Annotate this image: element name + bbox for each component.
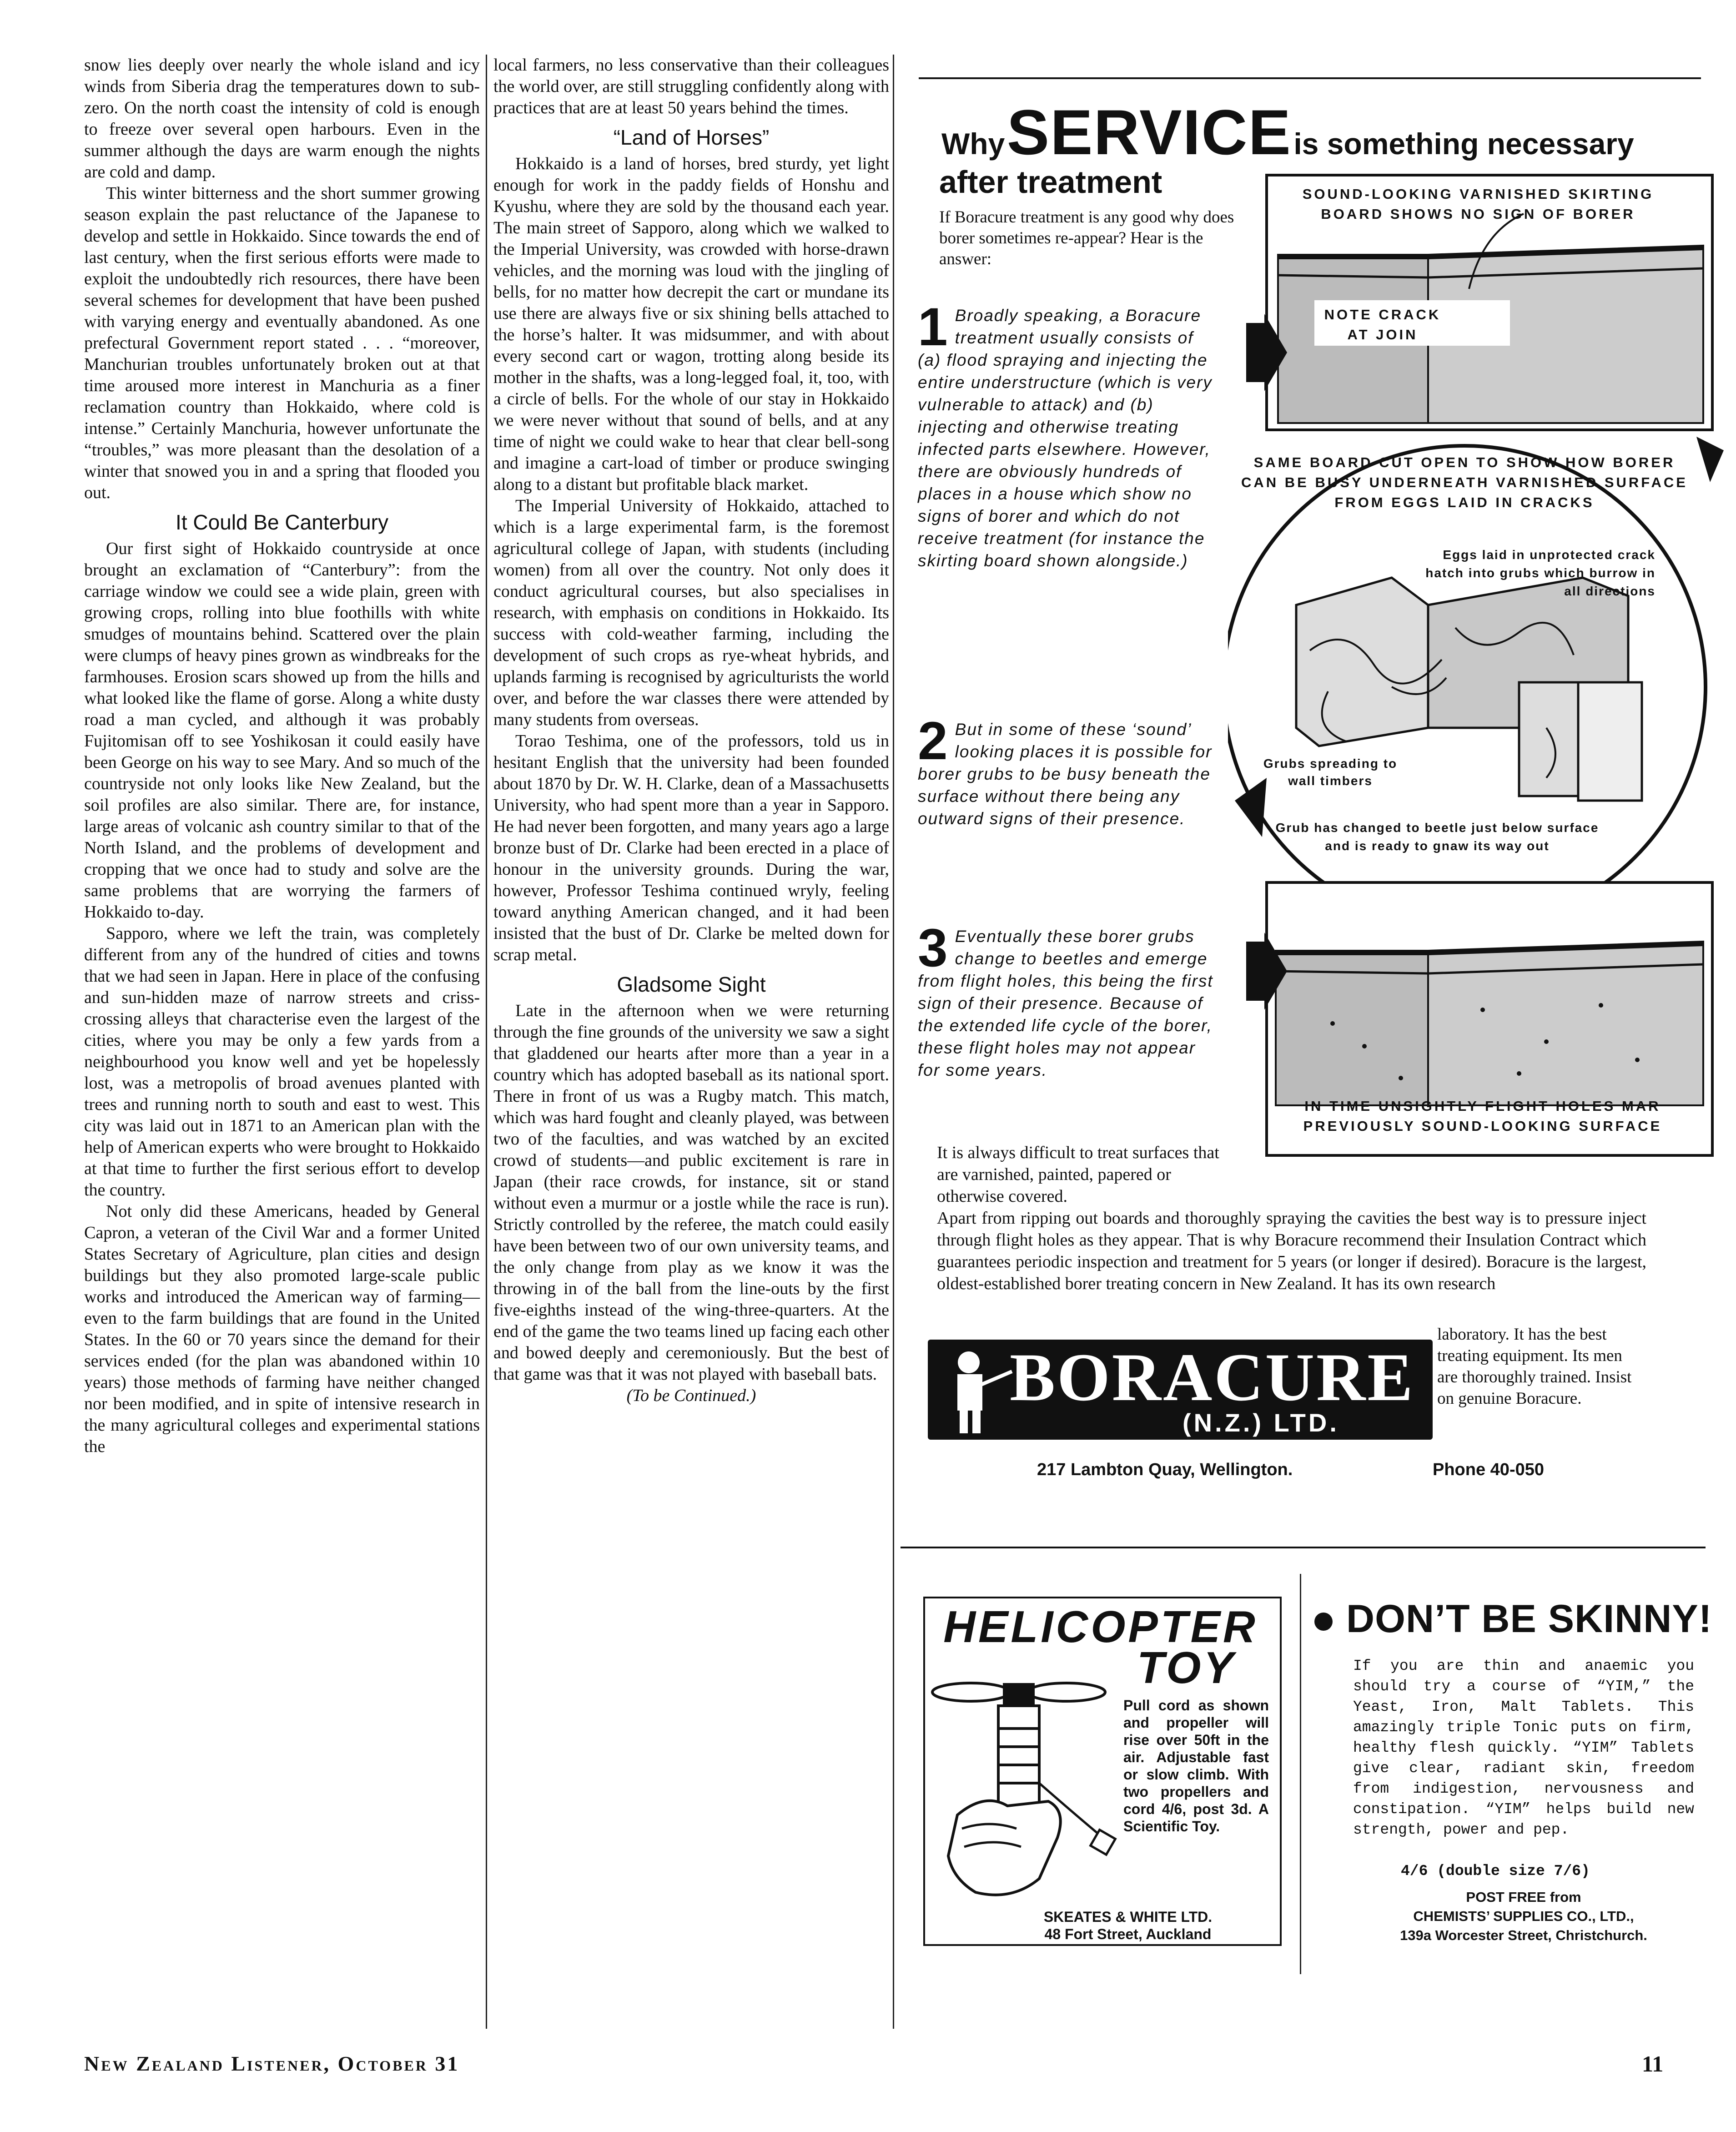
step-3 <box>918 918 1218 1082</box>
paragraph: The Imperial University of Hokkaido, attached to which is a large experimental farm, is the foremost agricultural college of Japan, with students (including women) from all over the country. Not only does it conduct agricultural courses, but also specialises in research, with emphasis on conditions in Hokkaido. Its success with cold-weather farming, including the development of such crops as rye-wheat hybrids, and uplands farming is recognised by agriculturists the world over, and before the war classes there were attended by many students from overseas. <box>493 496 889 729</box>
paragraph: snow lies deeply over nearly the whole island and icy winds from Siberia drag the temperatures down to sub-zero. On the north coast the intensity of cold is enough to freeze over several open harbours. Even in the summer although the days are warm enough the nights are cold and damp. <box>84 55 480 181</box>
step-number: 2 <box>918 711 949 771</box>
boracure-side-text: laboratory. It has the best treating equipment. Its men are thoroughly trained. Insist on genuine Boracure. <box>1437 1325 1632 1408</box>
skinny-title: DON’T BE SKINNY! <box>1346 1597 1712 1641</box>
helicopter-maker <box>991 1908 1264 1943</box>
caption-panel-1: SOUND-LOOKING VARNISHED SKIRTING BOARD SHOWS NO SIGN OF BORER <box>1302 186 1654 222</box>
helicopter-text: Pull cord as shown and propeller will rise over 50ft in the air. Adjustable fast or slow climb. With two propellers and cord 4/6, post 3d. A Scientific Toy. <box>1123 1697 1269 1835</box>
step-number: 1 <box>918 297 949 357</box>
continued-note: (To be Continued.) <box>626 1386 756 1405</box>
supplier: CHEMISTS’ SUPPLIES CO., LTD., <box>1413 1908 1634 1924</box>
step-1 <box>918 297 1218 572</box>
boracure-address: 217 Lambton Quay, Wellington. <box>1037 1460 1293 1479</box>
caption-panel-3: IN TIME UNSIGHTLY FLIGHT HOLES MAR PREVIOUSLY SOUND-LOOKING SURFACE <box>1303 1098 1662 1134</box>
step-number: 3 <box>918 918 949 978</box>
step-2 <box>918 711 1218 830</box>
boracure-logo <box>928 1340 1433 1440</box>
body-narrow: It is always difficult to treat surfaces that are varnished, painted, papered or otherwise covered. <box>937 1143 1219 1206</box>
grub-beetle-note: Grub has changed to beetle just below surface and is ready to gnaw its way out <box>1275 821 1599 853</box>
helicopter-title-toy: TOY <box>1137 1643 1236 1693</box>
column-rule <box>486 55 487 2029</box>
ad-column-rule <box>1300 1574 1301 1974</box>
subheading: “Land of Horses” <box>613 126 770 149</box>
ad-top-rule <box>919 77 1701 79</box>
grubs-note: Grubs spreading to wall timbers <box>1263 756 1398 788</box>
logo-sub: (N.Z.) LTD. <box>1182 1408 1339 1437</box>
borer-illustration <box>1228 168 1724 1169</box>
boracure-body <box>937 1142 1646 1295</box>
paragraph: This winter bitterness and the short summer growing season explain the past reluctance of the Japanese to develop and settle in Hokkaido. Since towards the end of last century, when the first serious efforts were made to exploit the undoubtedly rich resources, there have been several schemes for development that have been pushed with varying energy and eventually abandoned. As one prefectural Government report stated . . . “moreover, Manchurian troubles unfortunately broken out at that time aroused more interest in Manchuria as a finer reclamation country than Hokkaido, where cold is intense.” Certainly Manchuria, however unfortunate the “troubles,” was more pleasant than the desolation of a winter that snowed you in and a spring that flooded you out. <box>84 184 480 502</box>
boracure-intro: If Boracure treatment is any good why does borer sometimes re-appear? Hear is the answer: <box>939 208 1234 268</box>
headline-service: SERVICE <box>1006 96 1292 168</box>
step-text: Broadly speaking, a Boracure treatment usually consists of (a) flood spraying and injecting the entire understructure (which is very vulnerable to attack) and (b) injecting and otherwise treating infected parts elsewhere. However, there are obviously hundreds of places in a house which show no signs of borer and which do not receive treatment (for instance the skirting board shown alongside.) <box>918 306 1213 570</box>
article-column-2 <box>493 55 889 1406</box>
column-rule <box>893 55 894 2029</box>
maker-address: 48 Fort Street, Auckland <box>1044 1926 1212 1942</box>
paragraph: Torao Teshima, one of the professors, told us in hesitant English that the university had been founded about 1870 by Dr. W. H. Clarke, dean of a Massachusetts University, who had spent more than a year in Sapporo. He had never been forgotten, and many years ago a large bronze bust of Dr. Clarke had been erected in a place of honour in the university grounds. During the war, however, Professor Teshima continued wryly, feeling toward anything American changed, and it had been insisted that the bust of Dr. Clarke be melted down for scrap metal. <box>493 731 889 964</box>
paragraph: Late in the afternoon when we were returning through the fine grounds of the university we saw a sight that gladdened our hearts after more than a year in a country which has adopted baseball as its national sport. There in front of us was a Rugby match. This match, which was hard fought and cleanly played, was between two of the faculties, and was watched by an excited crowd of students—and public excitement is rare in Japan (their race crowds, for instance, sit or stand without even a murmur or a jostle while the race is run). Strictly controlled by the referee, the match could easily have been between two of our own university teams, and the only change from play as we know it was the throwing in of the ball from the line-outs by the first five-eighths instead of the wing-three-quarters. At the end of the game the two teams lined up facing each other and bowed deeply and ceremoniously. But the best of that game was that it was not played with baseball bats. <box>493 1001 889 1384</box>
maker-name: SKEATES & WHITE LTD. <box>1043 1909 1213 1925</box>
bullet-dot-icon <box>1314 1613 1333 1631</box>
paragraph: Our first sight of Hokkaido countryside at once brought an exclamation of “Canterbury”: from the carriage window we could see a wide plain, green with growing crops, rolling into blue foothills with white smudges of mountains behind. Scattered over the plain were clumps of heavy pines grown as windbreaks for the farmhouses. Erosion scars showed up from the hills and what looked like the flame of gorse. Along a white dusty road a man cycled, and although it was probably Fujitomisan off to see Yoshikosan it could easily have been George on his way to see Mary. And so much of the countryside not only looks like New Zealand, but the soil profiles are also similar. There are, for instance, large areas of volcanic ash country similar to that of the North Island, and the problems of development and cropping that we once had to study and solve are the same problems that are worrying the farmers of Hokkaido to-day. <box>84 539 480 922</box>
paragraph: Not only did these Americans, headed by General Capron, a veteran of the Civil War and a former United States Secretary of Agriculture, plan cities and design buildings but they also promoted large-scale public works and introduced the American way of farming—even to the farm buildings that are found in the United States. In the 60 or 70 years since the demand for their services ended (for the plan was abandoned within 10 years) those methods of farming have neither changed nor been modified, and in spite of intensive research in the many agricultural colleges and experimental stations the <box>84 1202 480 1456</box>
skinny-body: If you are thin and anaemic you should try a course of “YIM,” the Yeast, Iron, Malt Tablets. This amazingly triple Tonic puts on firm, healthy flesh quickly. “YIM” Tablets give clear, radiant skin, freedom from indigestion, nervousness and constipation. “YIM” helps build new strength, power and pep. <box>1353 1658 1694 1838</box>
step-text: But in some of these ‘sound’ looking places it is possible for borer grubs to be busy beneath the surface without there being any outward signs of their presence. <box>918 720 1213 828</box>
helicopter-title: HELICOPTER <box>943 1602 1258 1652</box>
article-column-1 <box>84 55 480 1457</box>
logo-name: BORACURE <box>1010 1340 1415 1415</box>
paragraph: Sapporo, where we left the train, was completely different from any of the hundred of cities and towns that we had seen in Japan. Here in place of the confusing and sun-hidden maze of narrow streets and criss-crossing alleys that characterise even the largest of the cities, where you may be only a few yards from a neighbourhood you know well and yet be hopelessly lost, was a metropolis of broad avenues planted with trees and running north to south and east to west. This city was laid out in 1871 to an American plan with the help of American experts who were brought to Hokkaido at that time to further the first serious effort to develop the country. <box>84 924 480 1200</box>
subheading: It Could Be Canterbury <box>176 510 388 534</box>
post-free: POST FREE from <box>1466 1889 1581 1905</box>
skinny-postfree <box>1353 1888 1694 1945</box>
sprayer-man-icon <box>937 1344 1014 1435</box>
publication-footer: New Zealand Listener, October 31 <box>84 2052 460 2075</box>
caption-panel-2: SAME BOARD CUT OPEN TO SHOW HOW BORER CAN BE BUSY UNDERNEATH VARNISHED SURFACE FROM EGGS LAID IN CRACKS <box>1241 454 1688 510</box>
headline-after-treatment: after treatment <box>939 164 1162 200</box>
headline-why: Why <box>941 127 1005 161</box>
headline-rest: is something necessary <box>1293 127 1634 161</box>
step-text: Eventually these borer grubs change to beetles and emerge from flight holes, this being the first sign of their presence. Because of the extended life cycle of the borer, these flight holes may not appear for some years. <box>918 927 1213 1079</box>
paragraph: Hokkaido is a land of horses, bred sturdy, yet light enough for work in the paddy fields of Honshu and Kyushu, where they are sold by the thousand each year. The main street of Sapporo, along which we walked to the Imperial University, was crowded with horse-drawn vehicles, and the morning was loud with the jingling of bells, for no matter how decrepit the cart or mundane its use there are always five or six shining bells attached to the horse’s halter. It was midsummer, and with about every second cart or wagon, trotting along beside its mother in the shafts, was a long-legged foal, it, too, with a circle of bells. For the whole of our stay in Hokkaido we were never without that sound of bells, and at any time of night we could wake to hear that clear bell-song and imagine a cart-load of timber or produce swinging along to a distant but profitable black market. <box>493 154 889 494</box>
eggs-note: Eggs laid in unprotected crack hatch into grubs which burrow in all directions <box>1425 548 1655 598</box>
page-number: 11 <box>1642 2051 1664 2077</box>
helicopter-toy-icon <box>930 1665 1121 1910</box>
body-wide: Apart from ripping out boards and thoroughly spraying the cavities the best way is to pressure inject through flight holes as they appear. That is why Boracure recommend their Insulation Contract which guarantees periodic inspection and treatment for 5 years (or longer if desired). Boracure is the largest, oldest-established borer treating concern in New Zealand. It has its own research <box>937 1209 1646 1293</box>
boracure-headline <box>941 96 1715 169</box>
subheading: Gladsome Sight <box>617 973 766 996</box>
boracure-phone: Phone 40-050 <box>1433 1460 1544 1479</box>
paragraph: local farmers, no less conservative than their colleagues the world over, are still struggling confidently along with practices that are at least 50 years behind the times. <box>493 55 889 117</box>
ad-divider-rule <box>901 1547 1706 1548</box>
note-crack-label: NOTE CRACK AT JOIN <box>1314 305 1451 345</box>
supplier-address: 139a Worcester Street, Christchurch. <box>1400 1927 1647 1943</box>
skinny-price: 4/6 (double size 7/6) <box>1401 1863 1590 1880</box>
